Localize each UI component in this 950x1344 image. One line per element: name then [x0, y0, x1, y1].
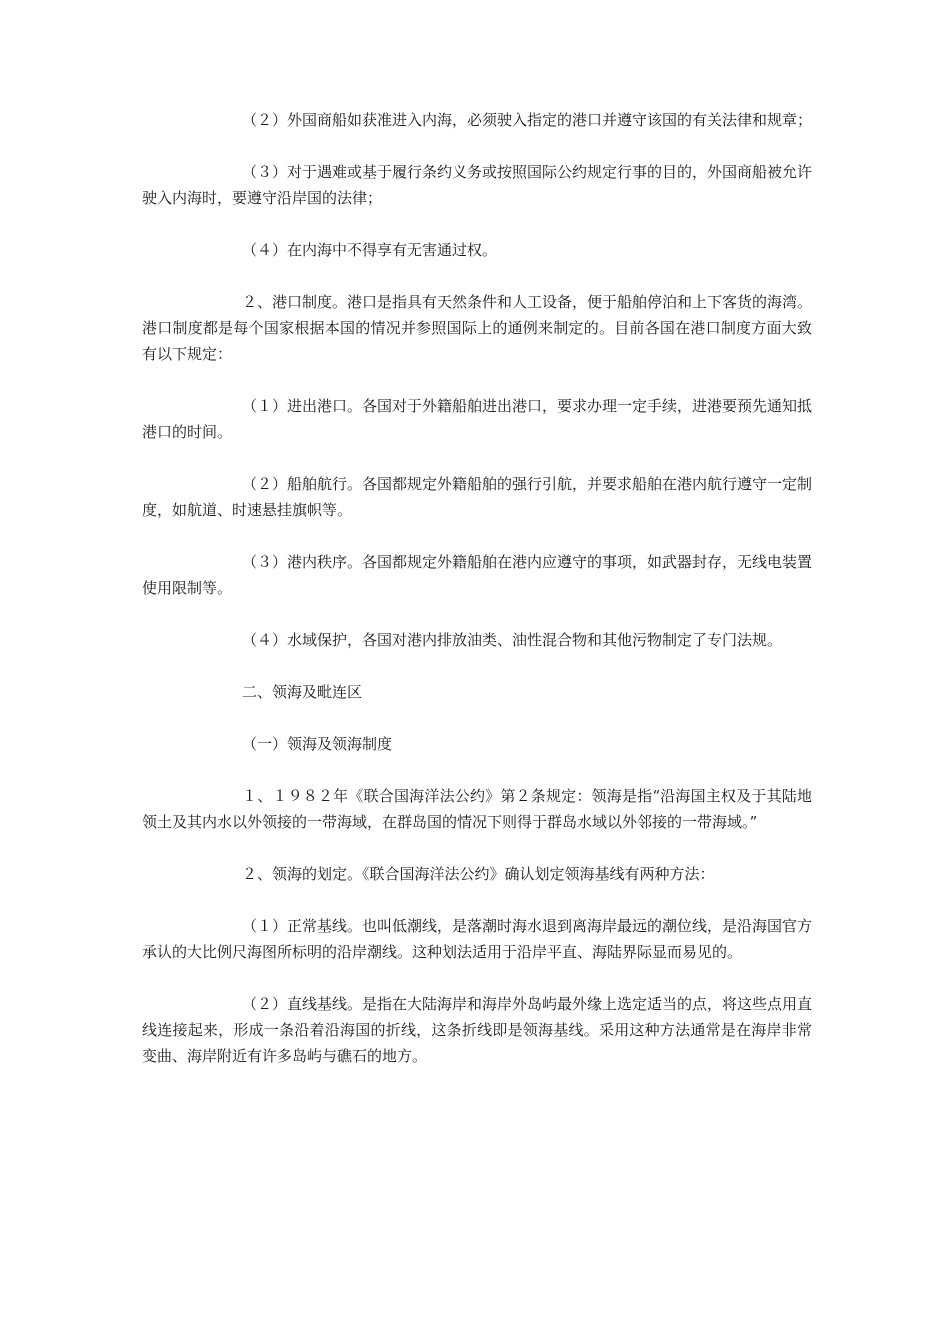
document-body — [142, 107, 812, 1095]
paragraph-straight-baseline: （２）直线基线。是指在大陆海岸和海岸外岛屿最外缘上选定适当的点，将这些点用直线连接起来，形成一条沿着沿海国的折线，这条折线即是领海基线。采用这种方法通常是在海岸非常变曲、海岸附近有许多岛屿与礁石的地方。 — [142, 995, 813, 1065]
paragraph-baseline-methods: ２、领海的划定。《联合国海洋法公约》确认划定领海基线有两种方法： — [242, 865, 715, 883]
paragraph-water-protection: （４）水域保护，各国对港内排放油类、油性混合物和其他污物制定了专门法规。 — [242, 631, 783, 649]
paragraph-port-system: ２、港口制度。港口是指具有天然条件和人工设备，便于船舶停泊和上下客货的海湾。港口制度都是每个国家根据本国的情况并参照国际上的通例来制定的。目前各国在港口制度方面大致有以下规定： — [142, 293, 813, 363]
paragraph-unclos-article-2: １、１９８２年《联合国海洋法公约》第２条规定：领海是指“沿海国主权及于其陆地领土及其内水以外领接的一带海域，在群岛国的情况下则得于群岛水域以外邻接的一带海域。” — [142, 787, 812, 831]
paragraph-port-entry-exit: （１）进出港口。各国对于外籍船舶进出港口，要求办理一定手续，进港要预先通知抵港口的时间。 — [142, 397, 813, 441]
paragraph-no-innocent-passage: （４）在内海中不得享有无害通过权。 — [242, 241, 498, 259]
paragraph-distress-entry: （３）对于遇难或基于履行条约义务或按照国际公约规定行事的目的，外国商船被允许驶入内海时，要遵守沿岸国的法律； — [142, 163, 813, 207]
paragraph-normal-baseline: （１）正常基线。也叫低潮线，是落潮时海水退到离海岸最远的潮位线，是沿海国官方承认的大比例尺海图所标明的沿岸潮线。这种划法适用于沿岸平直、海陆界际显而易见的。 — [142, 917, 813, 961]
section-heading-territorial-sea: 二、领海及毗连区 — [242, 683, 363, 701]
paragraph-ship-navigation: （２）船舶航行。各国都规定外籍船舶的强行引航，并要求船舶在港内航行遵守一定制度，如航道、时速悬挂旗帜等。 — [142, 475, 813, 519]
paragraph-foreign-merchant-ships-port: （２）外国商船如获准进入内海，必须驶入指定的港口并遵守该国的有关法律和规章； — [242, 111, 813, 129]
paragraph-port-order: （３）港内秩序。各国都规定外籍船舶在港内应遵守的事项，如武器封存，无线电装置使用限制等。 — [142, 553, 813, 597]
subsection-heading-territorial-sea-system: （一）领海及领海制度 — [242, 735, 393, 753]
